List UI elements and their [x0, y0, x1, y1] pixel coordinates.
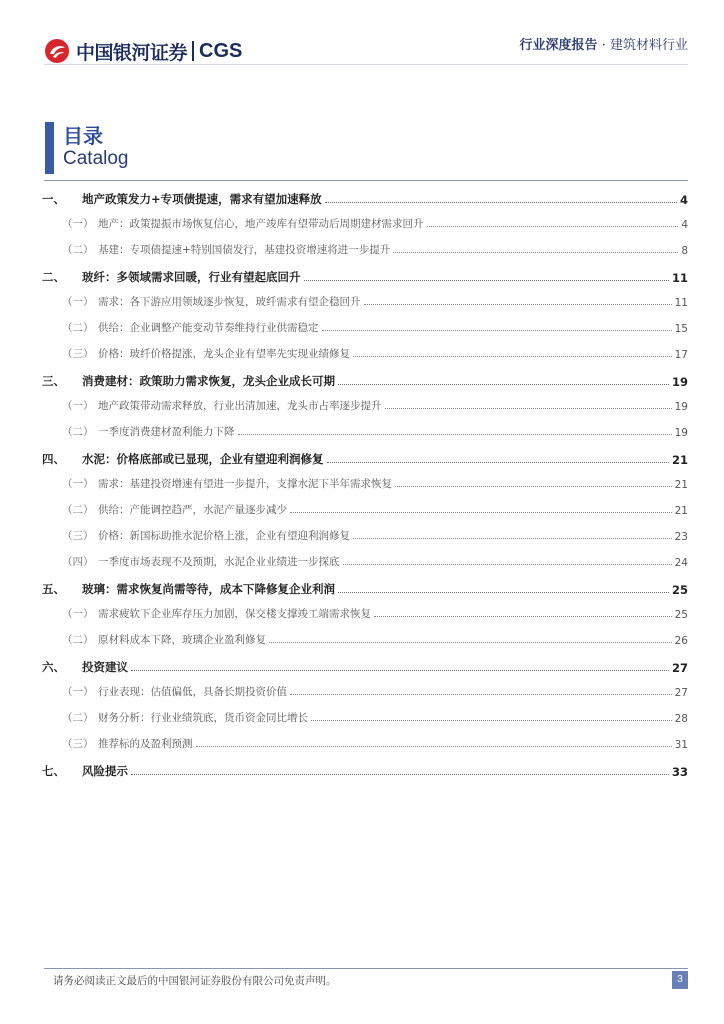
toc-entry-number: （一）	[62, 400, 94, 412]
toc-entry-number: 四、	[42, 452, 65, 466]
toc-entry-page: 21	[671, 453, 688, 467]
report-type: 行业深度报告	[519, 38, 598, 53]
toc-dot-leader	[304, 279, 669, 281]
company-logo	[44, 38, 242, 64]
toc-dot-leader	[427, 225, 679, 227]
toc-entry-number: 五、	[42, 582, 65, 596]
toc-entry-page: 25	[671, 583, 688, 597]
toc-chapter-entry[interactable]	[42, 581, 688, 597]
toc-entry-page: 33	[671, 765, 688, 779]
toc-section-entry[interactable]	[42, 477, 688, 491]
logo-english-name: CGS	[199, 39, 243, 62]
toc-entry-title: 价格：玻纤价格提涨，龙头企业有望率先实现业绩修复	[98, 348, 350, 360]
cgs-logo-icon	[44, 38, 70, 64]
toc-entry-number: （三）	[62, 530, 94, 542]
toc-dot-leader	[238, 433, 672, 435]
toc-entry-title: 供给：产能调控趋严，水泥产量逐步减少	[98, 504, 287, 516]
toc-dot-leader	[374, 615, 672, 617]
toc-entry-page: 15	[674, 323, 688, 335]
toc-dot-leader	[131, 773, 669, 775]
header-divider	[44, 64, 688, 65]
toc-entry-page: 21	[674, 479, 688, 491]
toc-entry-page: 23	[674, 531, 688, 543]
toc-chapter-entry[interactable]	[42, 763, 688, 779]
toc-dot-leader	[338, 383, 669, 385]
toc-section-entry[interactable]	[42, 607, 688, 621]
catalog-title-cn: 目录	[63, 124, 103, 148]
toc-entry-page: 27	[674, 687, 688, 699]
toc-chapter-entry[interactable]	[42, 191, 688, 207]
footer-disclaimer: 请务必阅读正文最后的中国银河证券股份有限公司免责声明。	[53, 975, 337, 987]
toc-dot-leader	[325, 201, 677, 203]
toc-dot-leader	[196, 745, 672, 747]
footer-divider	[44, 968, 688, 969]
toc-entry-title: 基建：专项债提速+特别国债发行，基建投资增速将进一步提升	[98, 244, 391, 256]
toc-section-entry[interactable]	[42, 295, 688, 309]
toc-entry-page: 17	[674, 349, 688, 361]
toc-entry-page: 26	[674, 635, 688, 647]
toc-entry-number: （三）	[62, 348, 94, 360]
toc-dot-leader	[322, 329, 672, 331]
toc-entry-number: 三、	[42, 374, 65, 388]
toc-dot-leader	[290, 693, 672, 695]
toc-section-entry[interactable]	[42, 347, 688, 361]
toc-entry-title: 地产政策发力+专项债提速，需求有望加速释放	[82, 192, 322, 206]
toc-entry-number: 六、	[42, 660, 65, 674]
toc-entry-title: 需求：基建投资增速有望进一步提升，支撑水泥下半年需求恢复	[98, 478, 392, 490]
toc-section-entry[interactable]	[42, 711, 688, 725]
toc-entry-title: 需求：各下游应用领域逐步恢复，玻纤需求有望企稳回升	[98, 296, 361, 308]
toc-entry-number: 一、	[42, 192, 65, 206]
toc-section-entry[interactable]	[42, 555, 688, 569]
toc-entry-number: 二、	[42, 270, 65, 284]
toc-entry-page: 19	[671, 375, 688, 389]
toc-entry-title: 风险提示	[82, 764, 128, 778]
page-number: 3	[672, 971, 688, 989]
toc-section-entry[interactable]	[42, 399, 688, 413]
toc-entry-page: 11	[674, 297, 688, 309]
catalog-accent-bar	[45, 122, 54, 174]
toc-section-entry[interactable]	[42, 529, 688, 543]
toc-entry-title: 一季度市场表现不及预期，水泥企业业绩进一步探底	[98, 556, 340, 568]
toc-section-entry[interactable]	[42, 321, 688, 335]
toc-entry-number: （二）	[62, 634, 94, 646]
industry-name: 建筑材料行业	[609, 38, 688, 53]
toc-dot-leader	[338, 591, 669, 593]
toc-entry-title: 消费建材：政策助力需求恢复，龙头企业成长可期	[82, 374, 335, 388]
toc-dot-leader	[343, 563, 672, 565]
report-category	[520, 34, 688, 53]
logo-divider	[192, 41, 194, 61]
header-separator: ·	[601, 38, 606, 53]
toc-entry-number: （二）	[62, 426, 94, 438]
toc-entry-title: 需求疲软下企业库存压力加剧，保交楼支撑竣工端需求恢复	[98, 608, 371, 620]
toc-section-entry[interactable]	[42, 425, 688, 439]
toc-section-entry[interactable]	[42, 685, 688, 699]
toc-entry-title: 推荐标的及盈利预测	[98, 738, 193, 750]
toc-entry-page: 19	[674, 427, 688, 439]
toc-dot-leader	[327, 461, 669, 463]
toc-entry-title: 投资建议	[82, 660, 128, 674]
toc-section-entry[interactable]	[42, 217, 688, 231]
toc-section-entry[interactable]	[42, 503, 688, 517]
toc-dot-leader	[385, 407, 672, 409]
toc-entry-number: （二）	[62, 712, 94, 724]
toc-chapter-entry[interactable]	[42, 373, 688, 389]
toc-section-entry[interactable]	[42, 243, 688, 257]
toc-entry-number: 七、	[42, 764, 65, 778]
toc-entry-page: 28	[674, 713, 688, 725]
toc-dot-leader	[290, 511, 672, 513]
toc-dot-leader	[393, 251, 678, 253]
toc-entry-page: 11	[671, 271, 688, 285]
toc-entry-number: （一）	[62, 686, 94, 698]
toc-entry-title: 地产政策带动需求释放，行业出清加速，龙头市占率逐步提升	[98, 400, 382, 412]
toc-entry-page: 24	[674, 557, 688, 569]
toc-chapter-entry[interactable]	[42, 451, 688, 467]
toc-dot-leader	[364, 303, 672, 305]
catalog-divider	[44, 180, 688, 181]
toc-dot-leader	[269, 641, 672, 643]
toc-entry-number: （一）	[62, 478, 94, 490]
toc-entry-title: 玻璃：需求恢复尚需等待，成本下降修复企业利润	[82, 582, 335, 596]
toc-chapter-entry[interactable]	[42, 269, 688, 285]
toc-entry-page: 21	[674, 505, 688, 517]
page-header	[0, 0, 724, 80]
toc-entry-number: （二）	[62, 504, 94, 516]
toc-section-entry[interactable]	[42, 737, 688, 751]
toc-entry-number: （一）	[62, 608, 94, 620]
toc-dot-leader	[395, 485, 672, 487]
toc-entry-title: 供给：企业调整产能变动节奏维持行业供需稳定	[98, 322, 319, 334]
toc-entry-title: 玻纤：多领域需求回暖，行业有望起底回升	[82, 270, 301, 284]
toc-entry-number: （四）	[62, 556, 94, 568]
toc-entry-number: （二）	[62, 244, 94, 256]
toc-entry-title: 水泥：价格底部或已显现，企业有望迎利润修复	[82, 452, 324, 466]
toc-entry-number: （三）	[62, 738, 94, 750]
toc-entry-title: 地产：政策提振市场恢复信心，地产竣库有望带动后周期建材需求回升	[98, 218, 424, 230]
toc-entry-number: （一）	[62, 218, 94, 230]
toc-dot-leader	[311, 719, 672, 721]
toc-dot-leader	[353, 355, 672, 357]
toc-chapter-entry[interactable]	[42, 659, 688, 675]
toc-entry-page: 19	[674, 401, 688, 413]
logo-chinese-name: 中国银河证券	[76, 41, 188, 64]
toc-entry-number: （二）	[62, 322, 94, 334]
toc-dot-leader	[131, 669, 669, 671]
toc-entry-title: 价格：新国标助推水泥价格上涨，企业有望迎利润修复	[98, 530, 350, 542]
toc-entry-page: 25	[674, 609, 688, 621]
toc-entry-page: 27	[671, 661, 688, 675]
toc-entry-number: （一）	[62, 296, 94, 308]
toc-entry-title: 一季度消费建材盈利能力下降	[98, 426, 235, 438]
toc-entry-title: 原材料成本下降，玻璃企业盈利修复	[98, 634, 266, 646]
toc-entry-page: 4	[681, 219, 688, 231]
toc-entry-title: 行业表现：估值偏低，具备长期投资价值	[98, 686, 287, 698]
catalog-title-en: Catalog	[63, 148, 129, 169]
toc-dot-leader	[353, 537, 672, 539]
toc-entry-page: 31	[674, 739, 688, 751]
toc-entry-title: 财务分析：行业业绩筑底，货币资金同比增长	[98, 712, 308, 724]
toc-section-entry[interactable]	[42, 633, 688, 647]
toc-entry-page: 8	[681, 245, 688, 257]
toc-entry-page: 4	[679, 193, 688, 207]
